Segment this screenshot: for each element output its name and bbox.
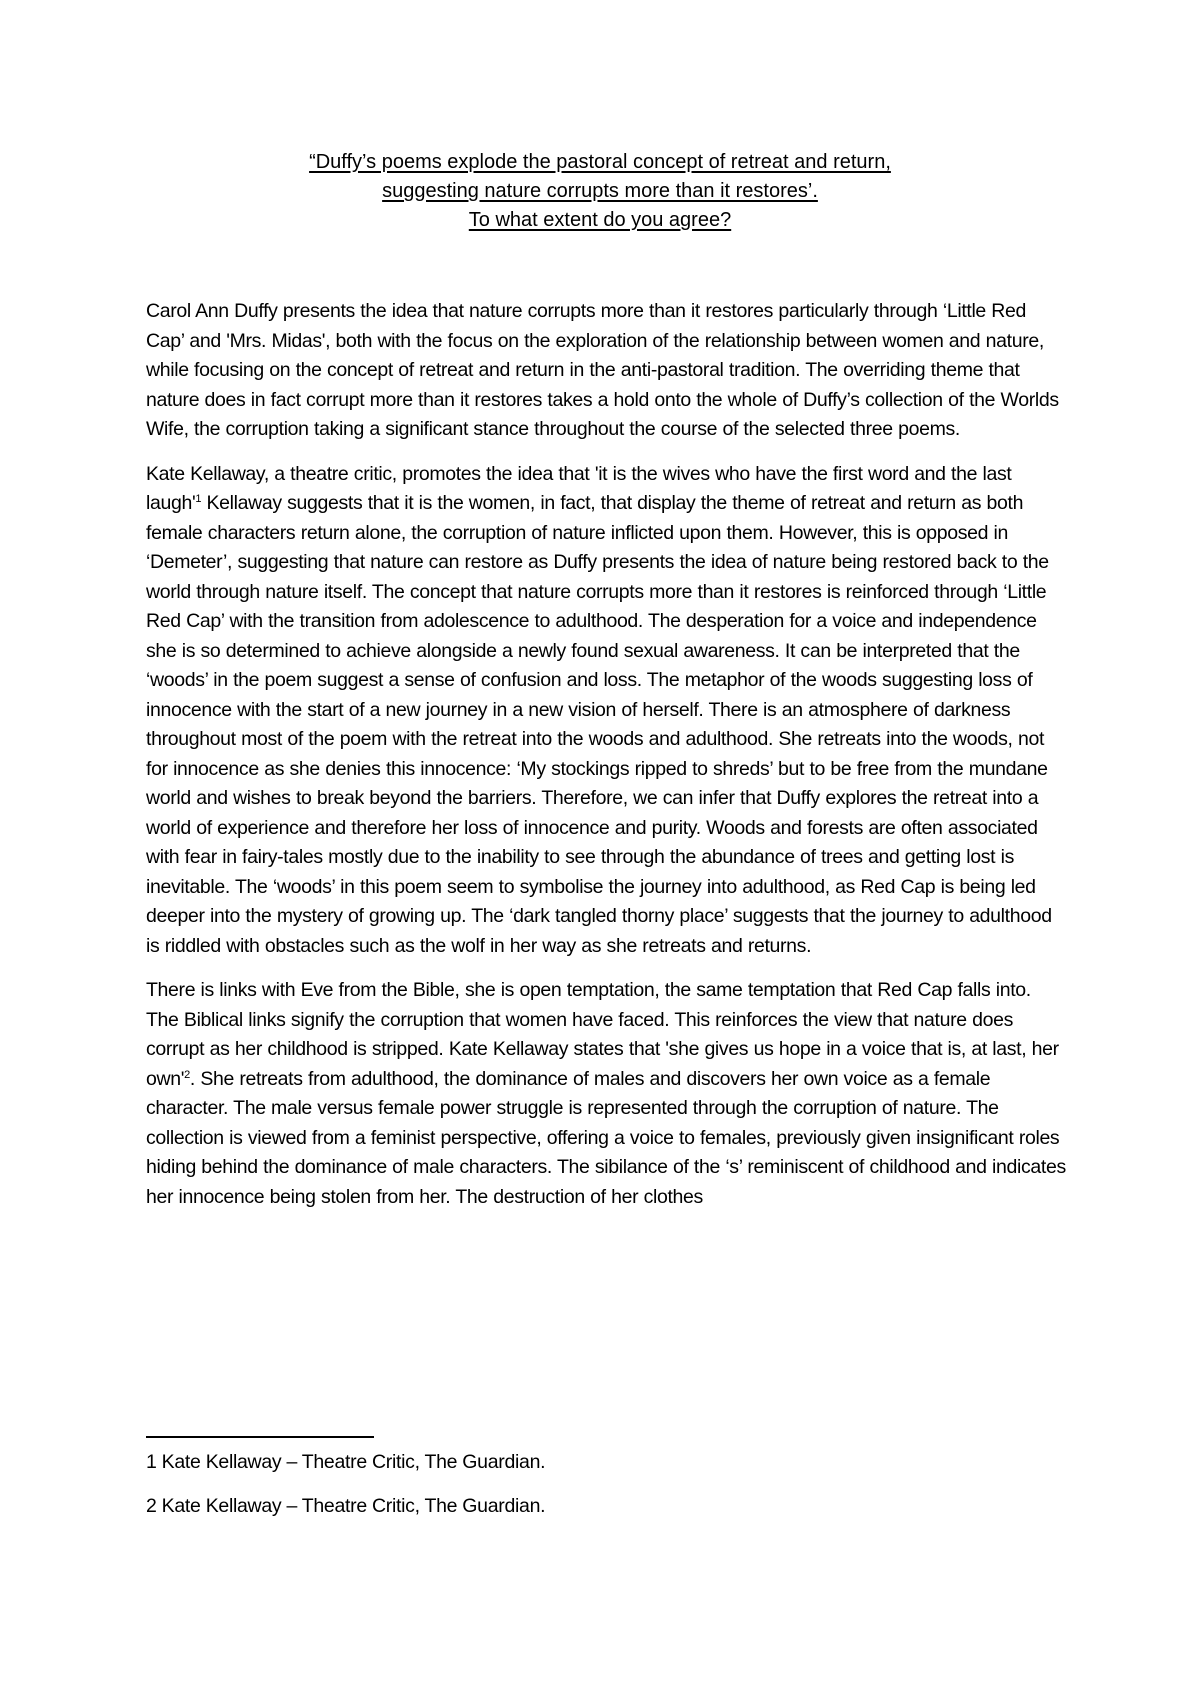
paragraph-3-text-b: . She retreats from adulthood, the dominance of males and discovers her own voice as a female character. The male versus female power struggle is represented through the corruption of nature. The collection is viewed from a feminist perspective, offering a voice to females, previously given insignificant roles hiding behind the dominance of male characters. The sibilance of the ‘s’ reminiscent of childhood and indicates her innocence being stolen from her. The destruction of her clothes: [146, 1067, 1066, 1208]
footnote-2: 2 Kate Kellaway – Theatre Critic, The Guardian.: [146, 1495, 546, 1517]
title-line-1: “Duffy’s poems explode the pastoral concept of retreat and return,: [309, 151, 891, 173]
footnote-separator: [146, 1436, 374, 1438]
essay-title: [0, 148, 1200, 235]
paragraph-2-text-b: Kellaway suggests that it is the women, in fact, that display the theme of retreat and return as both female characters return alone, the corruption of nature inflicted upon them. However, this is opposed in ‘Demeter’, suggesting that nature can restore as Duffy presents the idea of nature being restored back to the world through nature itself. The concept that nature corrupts more than it restores is reinforced through ‘Little Red Cap’ with the transition from adolescence to adulthood. The desperation for a voice and independence she is so determined to achieve alongside a newly found sexual awareness. It can be interpreted that the ‘woods’ in the poem suggest a sense of confusion and loss. The metaphor of the woods suggesting loss of innocence with the start of a new journey in a new vision of herself. There is an atmosphere of darkness throughout most of the poem with the retreat into the woods and adulthood. She retreats into the woods, not for innocence as she denies this innocence: ‘My stockings ripped to shreds’ but to be free from the mundane world and wishes to break beyond the barriers. Therefore, we can infer that Duffy explores the retreat into a world of experience and therefore her loss of innocence and purity. Woods and forests are often associated with fear in fairy-tales mostly due to the inability to see through the abundance of trees and getting lost is inevitable. The ‘woods’ in this poem seem to symbolise the journey into adulthood, as Red Cap is being led deeper into the mystery of growing up. The ‘dark tangled thorny place’ suggests that the journey to adulthood is riddled with obstacles such as the wolf in her way as she retreats and returns.: [146, 492, 1052, 957]
paragraph-2: [146, 460, 1066, 962]
essay-body: [146, 297, 1066, 1212]
title-line-2: suggesting nature corrupts more than it restores’.: [382, 180, 818, 202]
footnotes: [146, 1448, 1066, 1536]
footnote-reference-1: 1: [195, 493, 202, 505]
paragraph-1: Carol Ann Duffy presents the idea that nature corrupts more than it restores particularly through ‘Little Red Cap’ and 'Mrs. Midas', both with the focus on the exploration of the relationship between women and nature, while focusing on the concept of retreat and return in the anti-pastoral tradition. The overriding theme that nature does in fact corrupt more than it restores takes a hold onto the whole of Duffy’s collection of the Worlds Wife, the corruption taking a significant stance throughout the course of the selected three poems.: [146, 300, 1059, 440]
paragraph-3-text-a: There is links with Eve from the Bible, she is open temptation, the same temptation that Red Cap falls into. The Biblical links signify the corruption that women have faced. This reinforces the view that nature does corrupt as her childhood is stripped. Kate Kellaway states that 'she gives us hope in a voice that is, at last, her own': [146, 979, 1059, 1090]
paragraph-3: [146, 976, 1066, 1212]
paragraph-2-text-a: Kate Kellaway, a theatre critic, promotes the idea that 'it is the wives who have the first word and the last laugh': [146, 462, 1012, 514]
footnote-reference-2: 2: [184, 1068, 190, 1081]
title-line-3: To what extent do you agree?: [468, 209, 732, 231]
footnote-1: 1 Kate Kellaway – Theatre Critic, The Guardian.: [146, 1451, 546, 1473]
